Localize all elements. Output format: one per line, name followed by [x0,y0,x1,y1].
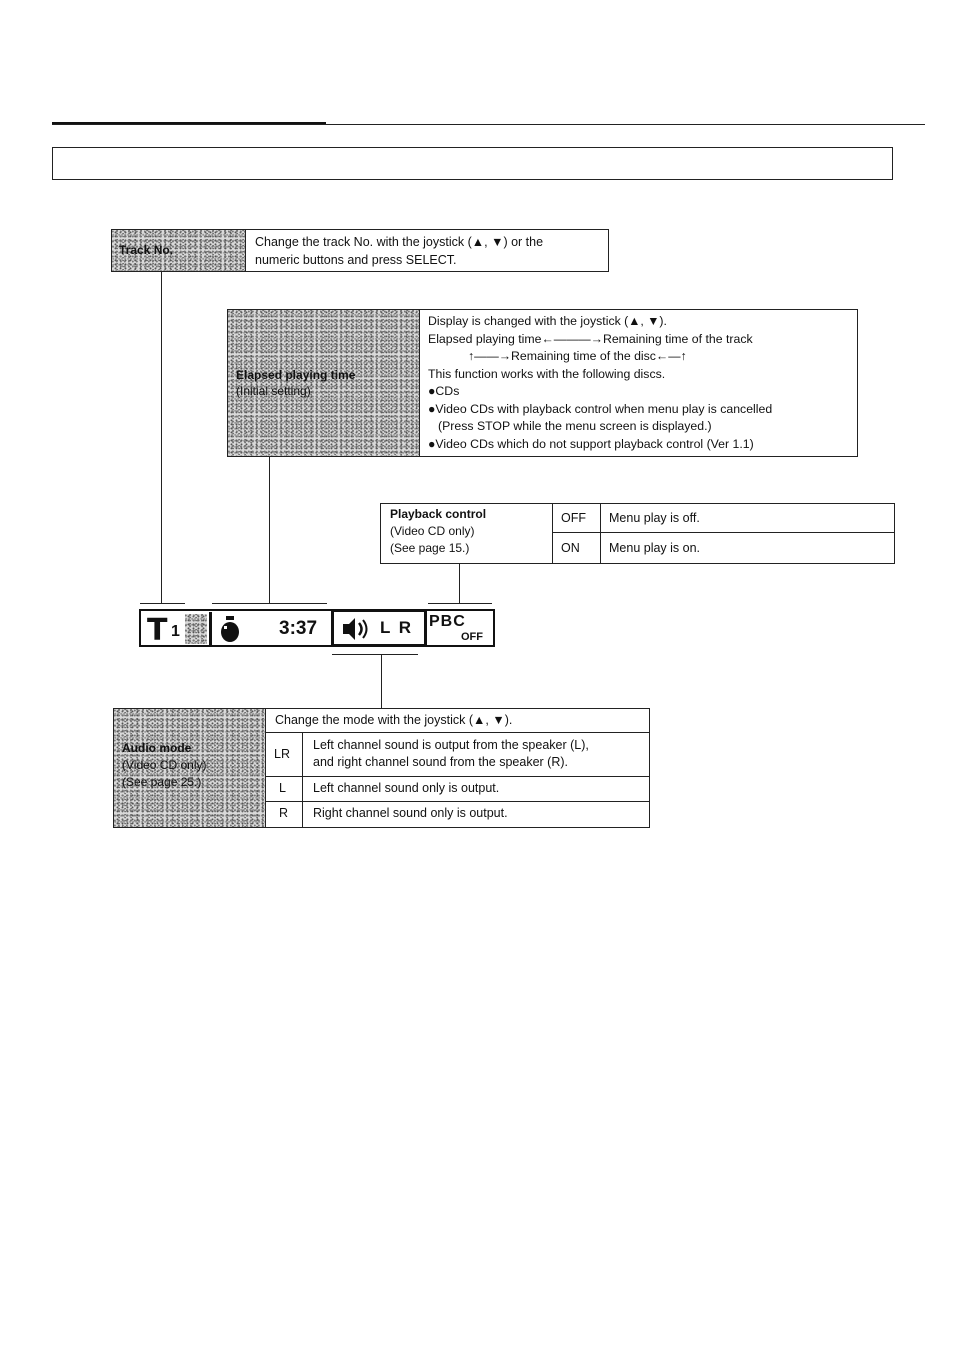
time-connector-line [269,457,270,603]
desc-line: Display is changed with the joystick (▲, ▼). [428,314,667,328]
desc-line: Elapsed playing time←———→Remaining time of the track [428,331,753,346]
desc-line: ●Video CDs with playback control when menu play is cancelled [428,401,773,416]
track-no-label-cell [112,230,246,271]
audio-mode-callout [113,708,650,828]
playback-control-page-ref: (See page 15.) [390,541,470,555]
time-connector-bracket [212,603,327,604]
elapsed-time-icon [219,615,241,643]
audio-mode-indicator [331,609,427,647]
track-no-label: Track No. [119,243,174,257]
elapsed-time-value: 3:37 [279,618,318,639]
pbc-indicator: PBC [429,613,466,630]
audio-connector-line [381,654,382,708]
desc-line: ●Video CDs which do not support playback control (Ver 1.1) [428,436,754,451]
audio-channels-value: L R [380,618,414,637]
audio-mode-r-desc: Right channel sound only is output. [313,806,508,820]
audio-mode-r-cell [266,802,303,827]
track-no-description [255,234,543,269]
track-no-desc-line: numeric buttons and press SELECT. [255,252,457,267]
desc-line: (Press STOP while the menu screen is displayed.) [438,419,712,433]
section-title-box [52,147,893,180]
audio-mode-lr-desc: Left channel sound is output from the speaker (L), [313,738,589,752]
audio-mode-l-cell [266,777,303,802]
playback-control-callout [380,503,895,564]
audio-mode-page-ref: (See page 25.) [122,775,202,789]
pbc-mode-off-cell [553,504,601,533]
audio-mode-header-cell [266,709,649,733]
display-noise-block [185,614,207,644]
track-connector-line [161,272,162,603]
audio-mode-l: L [279,781,286,795]
audio-mode-lr-desc: and right channel sound from the speaker (R). [313,755,568,769]
audio-mode-label: Audio mode [122,741,192,755]
header-rule [52,124,925,125]
playback-control-sub: (Video CD only) [390,524,475,538]
track-connector-bracket [140,603,185,604]
pbc-state: OFF [461,631,483,643]
audio-mode-l-desc-cell [303,777,649,802]
audio-mode-r: R [279,806,289,820]
elapsed-time-callout [227,309,858,457]
track-no-callout [111,229,609,272]
audio-mode-r-desc-cell [303,802,649,827]
audio-speaker-icon [340,616,370,642]
audio-mode-header: Change the mode with the joystick (▲, ▼). [275,713,513,727]
track-number: 1 [171,623,180,640]
desc-line: This function works with the following discs. [428,366,666,381]
track-indicator-letter: T [147,613,168,648]
pbc-connector-bracket [428,603,492,604]
audio-mode-l-desc: Left channel sound only is output. [313,781,500,795]
pbc-off-desc-cell [601,504,894,533]
pbc-mode-on-cell [553,533,601,563]
pbc-on-desc: Menu play is on. [609,541,701,555]
elapsed-time-sublabel: (Initial setting) [236,384,311,398]
audio-mode-lr-cell [266,733,303,777]
desc-line: ●CDs [428,384,460,398]
pbc-mode-off: OFF [561,511,586,525]
desc-line: ↑——→Remaining time of the disc←—↑ [468,349,687,363]
pbc-connector-line [459,564,460,603]
audio-mode-lr: LR [274,747,290,761]
audio-connector-bracket [332,654,418,655]
playback-control-label-cell [381,504,553,563]
audio-mode-label-cell [114,709,266,827]
on-screen-display [139,609,495,647]
audio-mode-lr-desc-cell [303,733,649,777]
elapsed-time-label-cell [228,310,420,456]
pbc-off-desc: Menu play is off. [609,511,700,525]
track-no-desc-line: Change the track No. with the joystick (▲, ▼) or the [255,235,544,249]
elapsed-time-label: Elapsed playing time [236,368,356,382]
playback-control-label: Playback control [390,507,487,521]
pbc-on-desc-cell [601,533,894,563]
elapsed-time-description [428,313,772,453]
pbc-mode-on: ON [561,541,580,555]
audio-mode-sub: (Video CD only) [122,758,207,772]
display-divider [209,612,212,646]
